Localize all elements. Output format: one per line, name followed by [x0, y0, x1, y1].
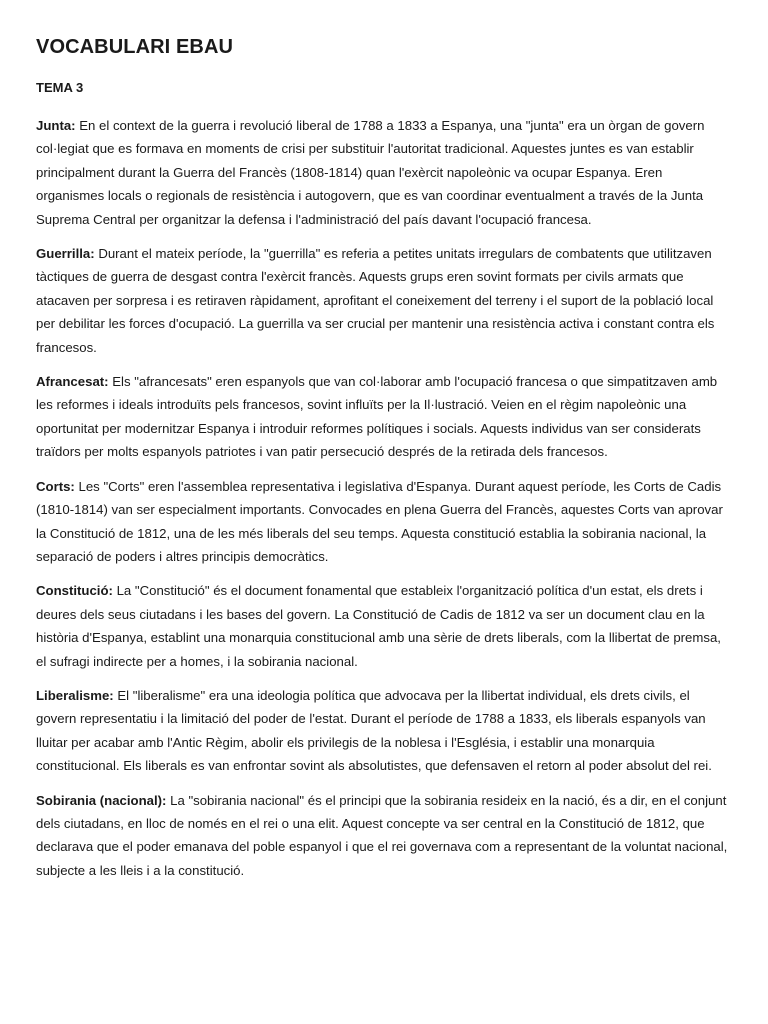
vocab-definition: Durant el mateix període, la "guerrilla" es referia a petites unitats irregulars de combatents que utilitzaven tàctiques de guerra de desgast contra l'exèrcit francès. Aquests grups eren sovint formats per civils armats que atacaven per sorpresa i es retiraven ràpidament, aprofitant el coneixement del terreny i el suport de la població local per debilitar les forces d'ocupació. La guerrilla va ser crucial per mantenir una resistència activa i constant contra els francesos.	[36, 246, 715, 355]
topic-heading: TEMA 3	[36, 80, 84, 95]
vocab-definition: Els "afrancesats" eren espanyols que van col·laborar amb l'ocupació francesa o que simpatitzaven amb les reformes i ideals introduïts pels francesos, sovint influïts per la Il·lustració. Veien en el règim napoleònic una oportunitat per modernitzar Espanya i introduir reformes polítiques i socials. Aquests individus van ser considerats traïdors per molts espanyols patriotes i van patir persecució després de la retirada dels francesos.	[36, 374, 718, 460]
vocab-definition: El "liberalisme" era una ideologia política que advocava per la llibertat individual, els drets civils, el govern representatiu i la limitació del poder de l'estat. Durant el període de 1788 a 1833, els liberals espanyols van lluitar per acabar amb l'Antic Règim, abolir els privilegis de la noblesa i l'Església, i establir una monarquia constitucional. Els liberals es van enfrontar sovint als absolutistes, que defensaven el retorn al poder absolut del rei.	[36, 687, 712, 774]
vocab-entry-guerrilla	[36, 242, 732, 359]
vocab-entry-liberalisme	[36, 684, 732, 778]
vocab-term: Liberalisme:	[36, 687, 114, 703]
vocab-term: Junta:	[36, 118, 76, 133]
vocab-term: Sobirania (nacional):	[36, 792, 167, 808]
vocab-definition: La "sobirania nacional" és el principi que la sobirania resideix en la nació, és a dir, en el conjunt dels ciutadans, en lloc de només en el rei o una elit. Aquest concepte va ser central en la Constitució de 1812, que declarava que el poder emanava del poble espanyol i que el rei governava com a representant de la voluntat nacional, subjecte a les lleis i a la constitució.	[36, 792, 728, 878]
vocab-entry-afrancesat	[36, 370, 732, 464]
vocab-definition: En el context de la guerra i revolució liberal de 1788 a 1833 a Espanya, una "junta" era un òrgan de govern col·legiat que es formava en moments de crisi per substituir l'autoritat tradicional. Aquestes juntes es van establir principalment durant la Guerra del Francès (1808-1814) quan l'exèrcit napoleònic va ocupar Espanya. Eren organismes locals o regionals de resistència i autogovern, que es van coordinar eventualment a través de la Junta Suprema Central per organitzar la defensa i l'administració del país davant l'ocupació francesa.	[36, 118, 705, 227]
vocab-entry-constitucio	[36, 579, 732, 673]
vocab-definition: La "Constitució" és el document fonamental que estableix l'organització política d'un estat, els drets i deures dels seus ciutadans i les bases del govern. La Constitució de Cadis de 1812 va ser un document clau en la història d'Espanya, establint una monarquia constitucional amb una sèrie de drets liberals, com la llibertat de premsa, el sufragi indirecte per a homes, i la sobirania nacional.	[36, 583, 721, 669]
vocab-definition: Les "Corts" eren l'assemblea representativa i legislativa d'Espanya. Durant aquest període, les Corts de Cadis (1810-1814) van ser especialment importants. Convocades en plena Guerra del Francès, aquestes Corts van aprovar la Constitució de 1812, una de les més liberals del seu temps. Aquesta constitució establia la sobirania nacional, la separació de poders i altres principis democràtics.	[36, 478, 723, 564]
vocab-term: Afrancesat:	[36, 374, 109, 390]
vocab-entry-corts	[36, 475, 732, 569]
vocab-entry-sobirania	[36, 789, 732, 883]
document-title: VOCABULARI EBAU	[36, 36, 234, 58]
vocab-term: Guerrilla:	[36, 246, 95, 262]
vocab-term: Corts:	[36, 478, 75, 494]
vocab-entry-junta	[36, 114, 732, 231]
vocab-term: Constitució:	[36, 583, 113, 599]
